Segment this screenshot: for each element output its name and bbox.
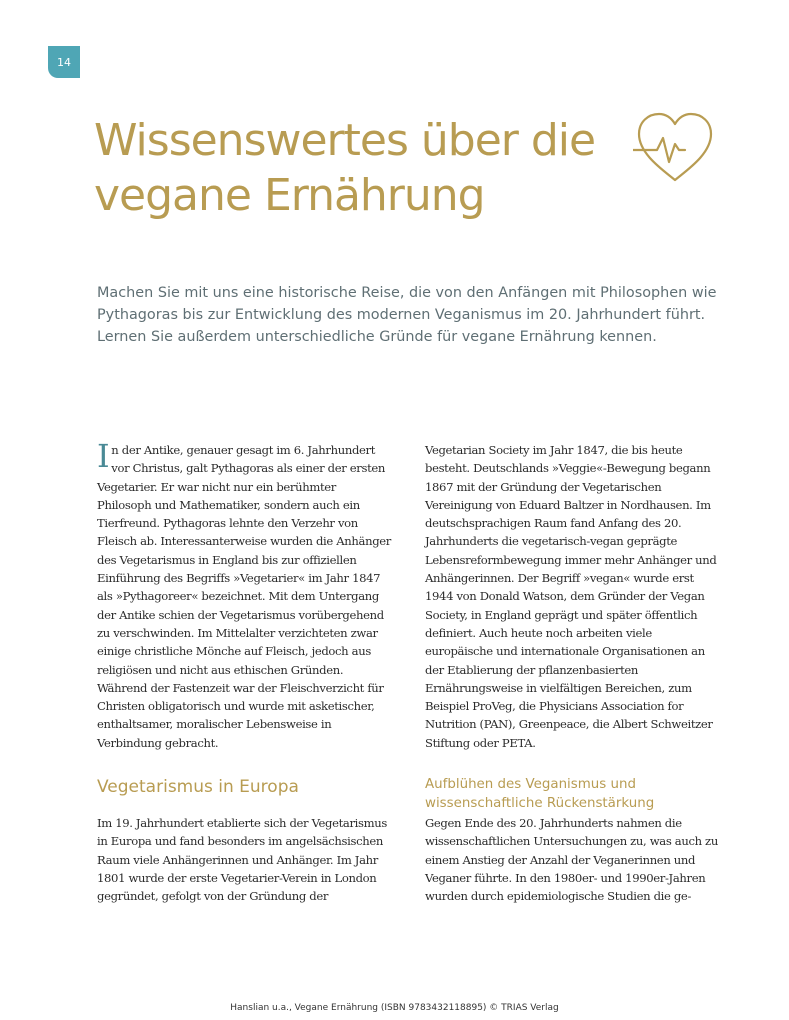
footer-citation: Hanslian u.a., Vegane Ernährung (ISBN 9783432118895) © TRIAS Verlag xyxy=(230,1003,559,1013)
section-column-right xyxy=(425,814,721,905)
intro-text-left: n der Antike, genauer gesagt im 6. Jahrhundert vor Christus, galt Pythagoras als einer der ersten Vegetarier. Er war nicht nur ein berühmter Philosoph und Mathematiker, sondern auch ein Tierfreund. Pythagoras lehnte den Verzehr von Fleisch ab. Interessanterweise wurden die Anhänger des Vegetarismus in England bis zur offiziellen Einführung des Begriffs »Vegetarier« im Jahr 1847 als »Pythagoreer« bezeichnet. Mit dem Untergang der Antike schien der Vegetarismus vorübergehend zu verschwinden. Im Mittelalter verzichteten zwar einige christliche Mönche auf Fleisch, jedoch aus religiösen und nicht aus ethischen Gründen. Während der Fastenzeit war der Fleischverzicht für Christen obligatorisch und wurde mit asketischer, enthaltsamer, moralischer Lebensweise in Verbindung gebracht. xyxy=(97,443,391,750)
drop-cap: I xyxy=(97,437,110,475)
intro-column-right xyxy=(425,441,721,752)
intro-column-left xyxy=(97,437,393,752)
section-heading-vegetarismus: Vegetarismus in Europa xyxy=(97,777,299,797)
lead-paragraph: Machen Sie mit uns eine historische Reise, die von den Anfängen mit Philosophen wie Pythagoras bis zur Entwicklung des modernen Veganismus im 20. Jahrhundert führt. Lernen Sie außerdem unterschiedliche Gründe für vegane Ernährung kennen. xyxy=(97,285,717,345)
heart-pulse-icon xyxy=(633,110,717,186)
page-number: 14 xyxy=(57,55,71,69)
page-title: Wissenswertes über die vegane Ernährung xyxy=(94,115,596,221)
intro-text-right: Vegetarian Society im Jahr 1847, die bis heute besteht. Deutschlands »Veggie«-Bewegung begann 1867 mit der Gründung der Vegetarischen Vereinigung von Eduard Baltzer in Nordhausen. Im deutschsprachigen Raum fand Anfang des 20. Jahrhunderts die vegetarisch-vegan geprägte Lebensreformbewegung immer mehr Anhänger und Anhängerinnen. Der Begriff »vegan« wurde erst 1944 von Donald Watson, dem Gründer der Vegan Society, in England geprägt und später öffentlich definiert. Auch heute noch arbeiten viele europäische und internationale Organisationen an der Etablierung der pflanzenbasierten Ernährungsweise in vielfältigen Bereichen, zum Beispiel ProVeg, die Physicians Association for Nutrition (PAN), Greenpeace, die Albert Schweitzer Stiftung oder PETA. xyxy=(425,443,717,750)
section-column-left xyxy=(97,814,393,905)
section-text-left: Im 19. Jahrhundert etablierte sich der Vegetarismus in Europa und fand besonders im angelsächsischen Raum viele Anhängerinnen und Anhänger. Im Jahr 1801 wurde der erste Vegetarier-Verein in London gegründet, gefolgt von der Gründung der xyxy=(97,816,387,904)
section-heading-veganismus: Aufblühen des Veganismus und wissenschaftliche Rückenstärkung xyxy=(425,777,655,811)
section-text-right: Gegen Ende des 20. Jahrhunderts nahmen die wissenschaftlichen Untersuchungen zu, was auch zu einem Anstieg der Anzahl der Veganerinnen und Veganer führte. In den 1980er- und 1990er-Jahren wurden durch epidemiologische Studien die ge- xyxy=(425,816,718,904)
intro-paragraph xyxy=(97,437,393,752)
page-number-badge xyxy=(48,46,80,78)
